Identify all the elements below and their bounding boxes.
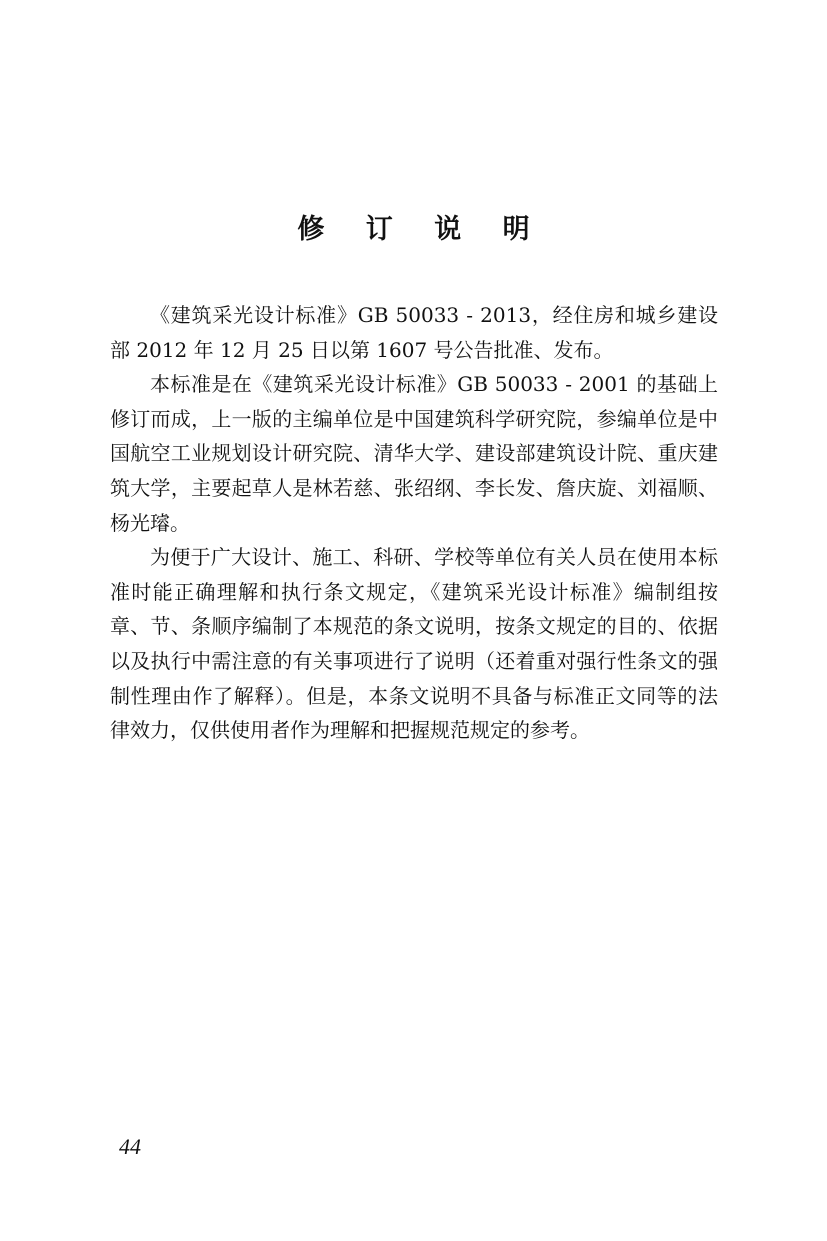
paragraph-revision-history: 本标准是在《建筑采光设计标准》GB 50033 - 2001 的基础上修订而成，上一版的主编单位是中国建筑科学研究院，参编单位是中国航空工业规划设计研究院、清华大学、建设部建筑设计院、重庆建筑大学，主要起草人是林若慈、张绍纲、李长发、詹庆旋、刘福顺、杨光璿。 [110,372,718,535]
body-text [110,298,718,748]
page-title: 修 订 说 明 [297,214,546,245]
paragraph-explanation-purpose: 为便于广大设计、施工、科研、学校等单位有关人员在使用本标准时能正确理解和执行条文规定，《建筑采光设计标准》编制组按章、节、条顺序编制了本规范的条文说明，按条文规定的目的、依据以及执行中需注意的有关事项进行了说明（还着重对强行性条文的强制性理由作了解释）。但是，本条文说明不具备与标准正文同等的法律效力，仅供使用者作为理解和把握规范规定的参考。 [110,545,718,743]
paragraph-approval: 《建筑采光设计标准》GB 50033 - 2013，经住房和城乡建设部 2012 年 12 月 25 日以第 1607 号公告批准、发布。 [110,303,718,362]
page-number: 44 [119,1134,141,1159]
